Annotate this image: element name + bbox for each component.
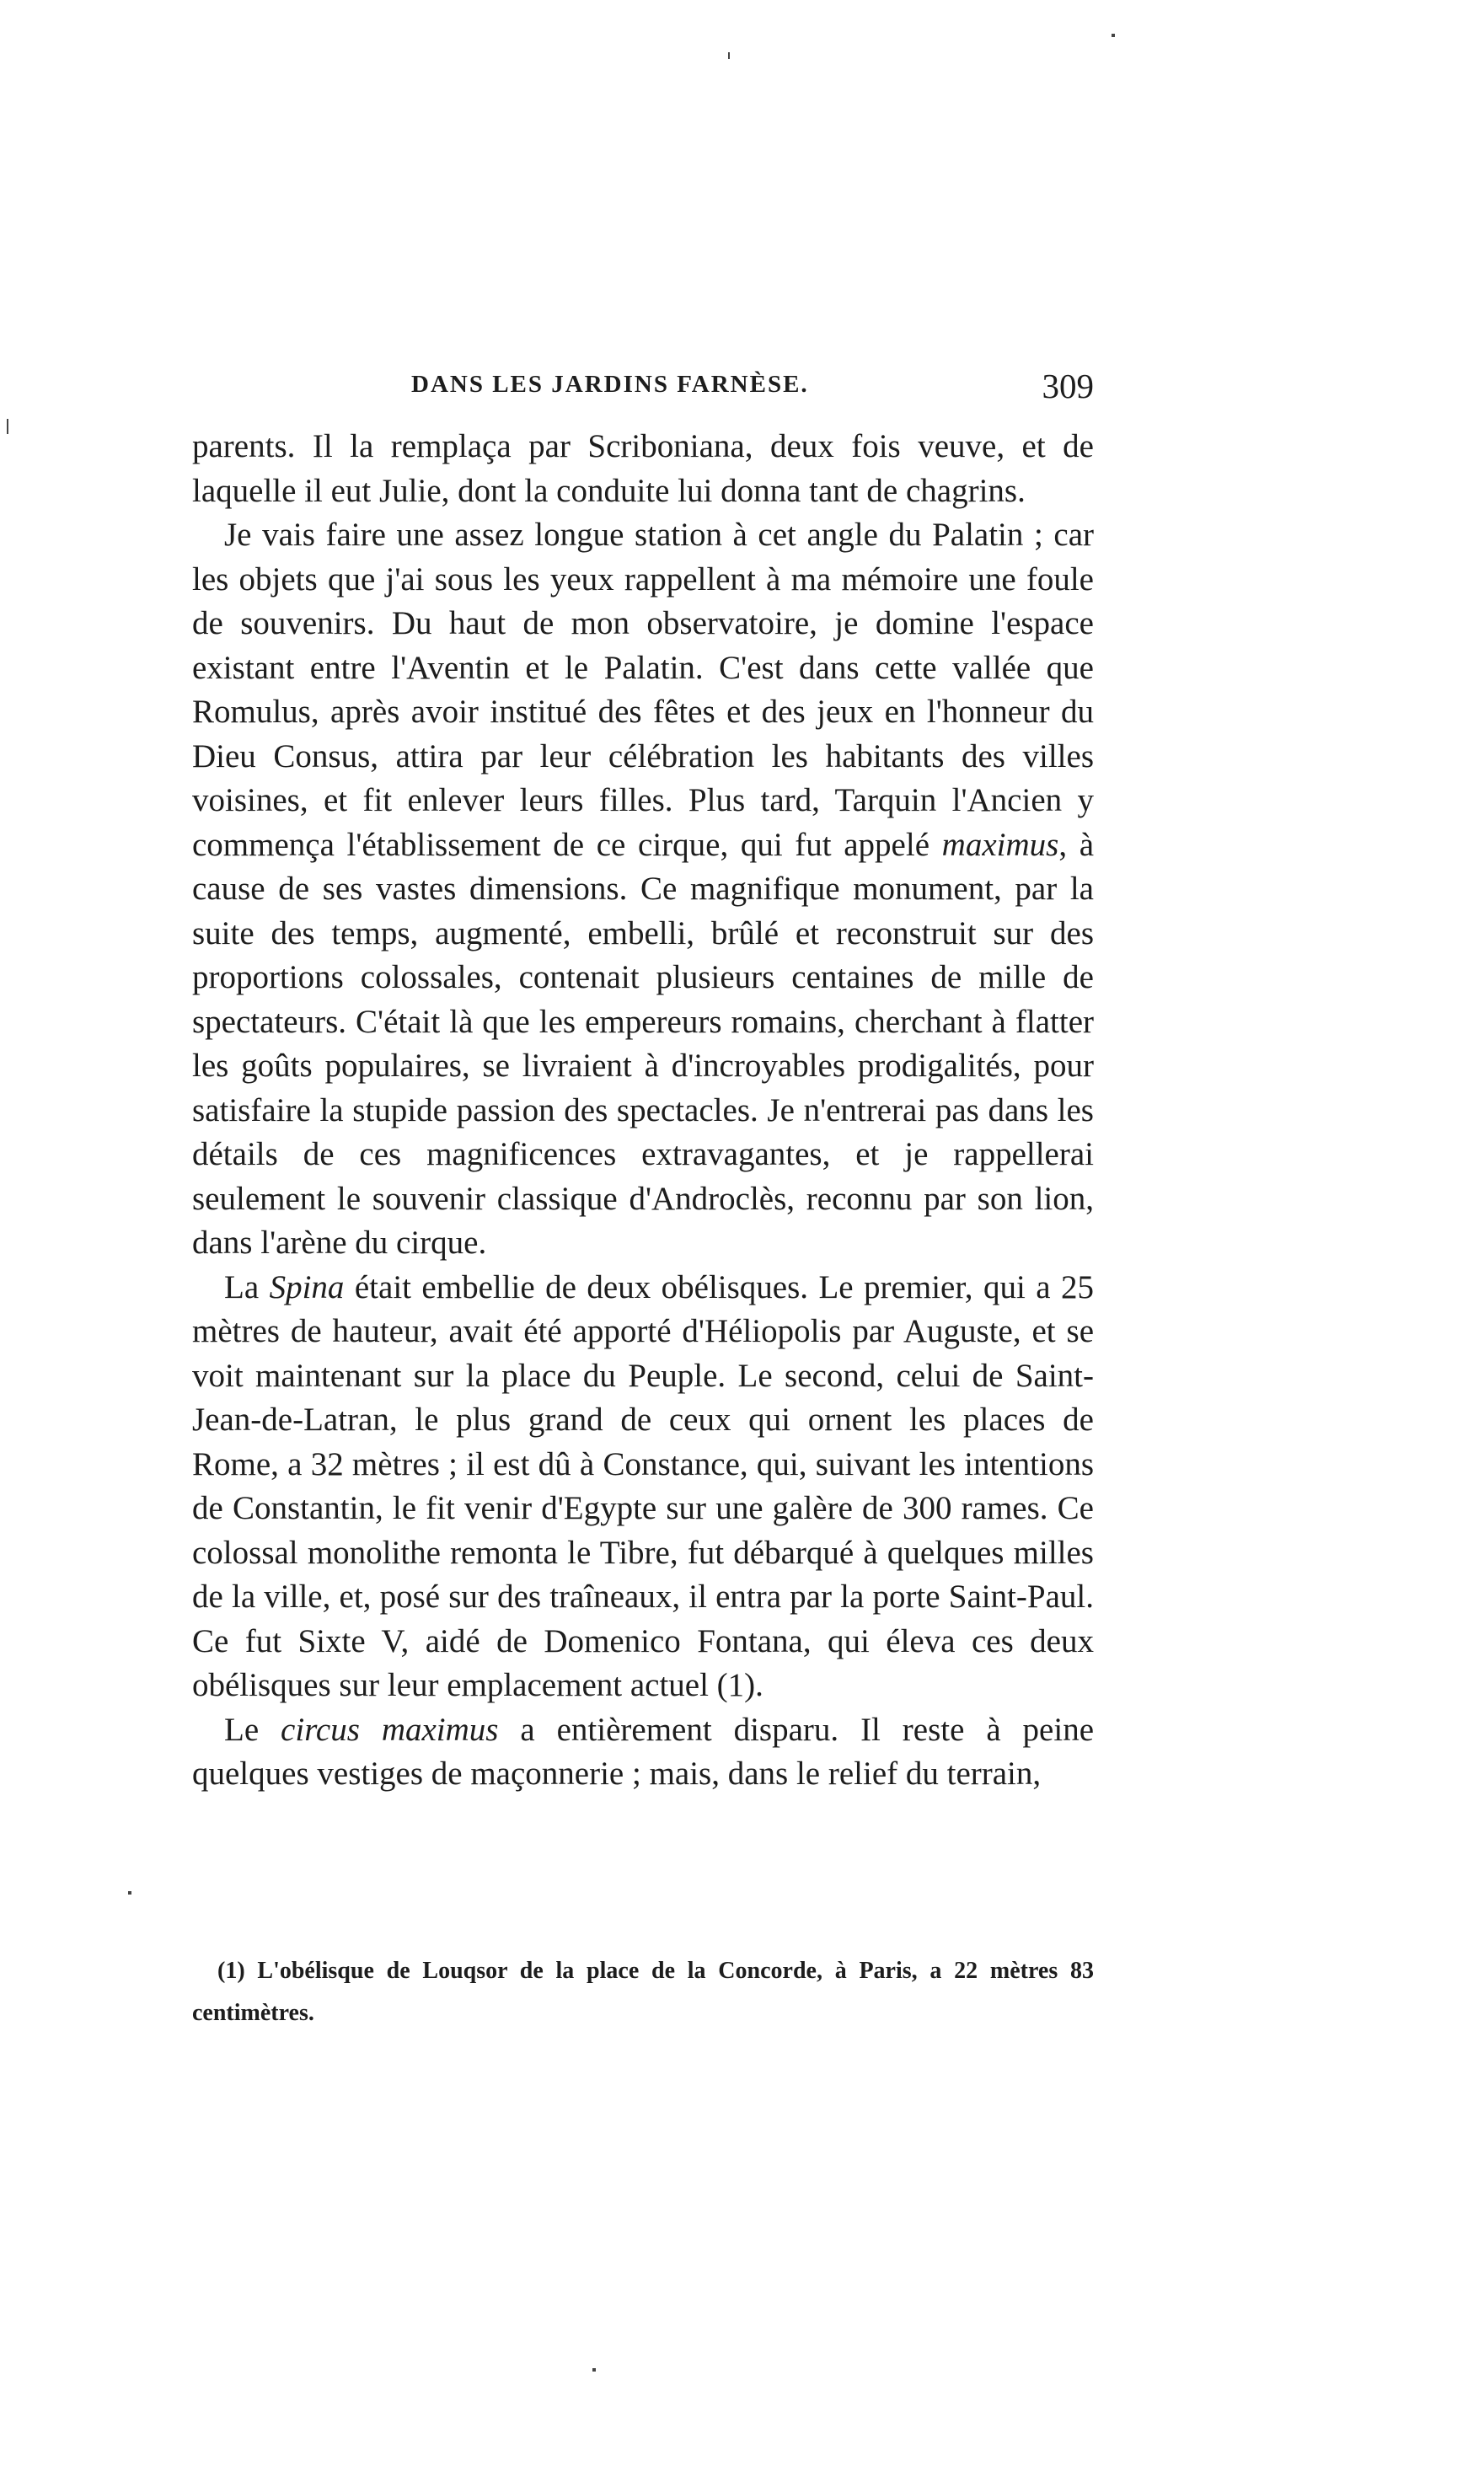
paragraph-2-text: Je vais faire une assez longue station à cet angle du Palatin ; car les objets que j'ai sous les yeux rappellent à ma mémoire une foule de souvenirs. Du haut de mon observatoire, je domine l'espace existant entre l'Aventin et le Palatin. C'est dans cette vallée que Romulus, après avoir institué des fêtes et des jeux en l'honneur du Dieu Consus, attira par leur célébration les habitants des villes voisines, et fit enlever leurs filles. Plus tard, Tarquin l'Ancien y commença l'établissement de ce cirque, qui fut appelé: [192, 517, 1094, 863]
footnote-1: (1) L'obélisque de Louqsor de la place de la Concorde, à Paris, a 22 mètres 83 centimètres.: [192, 1958, 1094, 2026]
footnotes: [192, 1950, 1094, 2034]
paragraph-1-text: parents. Il la remplaça par Scriboniana, deux fois veuve, et de laquelle il eut Julie, dont la conduite lui donna tant de chagrins.: [192, 428, 1094, 509]
body-text: [192, 425, 1094, 1797]
paragraph-2: [192, 513, 1094, 1266]
running-head: DANS LES JARDINS FARNÈSE.: [411, 371, 809, 398]
paragraph-3: [192, 1266, 1094, 1708]
scan-speck: [728, 52, 730, 59]
paragraph-4-text-start: Le: [224, 1711, 281, 1748]
paragraph-1: [192, 425, 1094, 513]
paragraph-3-italic: Spina: [269, 1268, 345, 1305]
scan-speck: [7, 419, 8, 434]
paragraph-4-italic: circus maximus: [281, 1711, 499, 1748]
scan-speck: [128, 1891, 131, 1895]
scan-speck: [592, 2368, 596, 2372]
paragraph-3-text-start: La: [224, 1268, 270, 1305]
page-header: [192, 367, 1094, 421]
paragraph-2-italic: maximus: [941, 826, 1059, 863]
paragraph-4: [192, 1708, 1094, 1797]
scan-speck: [1112, 34, 1115, 37]
paragraph-4-text-end: a entièrement disparu. Il reste à peine quelques vestiges de maçonnerie ; mais, dans le relief du terrain,: [192, 1711, 1095, 1792]
page-number: 309: [1042, 367, 1094, 405]
paragraph-2-text-end: , à cause de ses vastes dimensions. Ce magnifique monument, par la suite des temps, augmenté, embelli, brûlé et reconstruit sur des proportions colossales, contenait plusieurs centaines de mille de spectateurs. C'était là que les empereurs romains, cherchant à flatter les goûts populaires, se livraient à d'incroyables prodigalités, pour satisfaire la stupide passion des spectacles. Je n'entrerai pas dans les détails de ces magnificences extravagantes, et je rappellerai seulement le souvenir classique d'Androclès, reconnu par son lion, dans l'arène du cirque.: [192, 826, 1095, 1261]
paragraph-3-text-end: était embellie de deux obélisques. Le premier, qui a 25 mètres de hauteur, avait été apporté d'Héliopolis par Auguste, et se voit maintenant sur la place du Peuple. Le second, celui de Saint-Jean-de-Latran, le plus grand de ceux qui ornent les places de Rome, a 32 mètres ; il est dû à Constance, qui, suivant les intentions de Constantin, le fit venir d'Egypte sur une galère de 300 rames. Ce colossal monolithe remonta le Tibre, fut débarqué à quelques milles de la ville, et, posé sur des traîneaux, il entra par la porte Saint-Paul. Ce fut Sixte V, aidé de Domenico Fontana, qui éleva ces deux obélisques sur leur emplacement actuel (1).: [192, 1268, 1094, 1703]
